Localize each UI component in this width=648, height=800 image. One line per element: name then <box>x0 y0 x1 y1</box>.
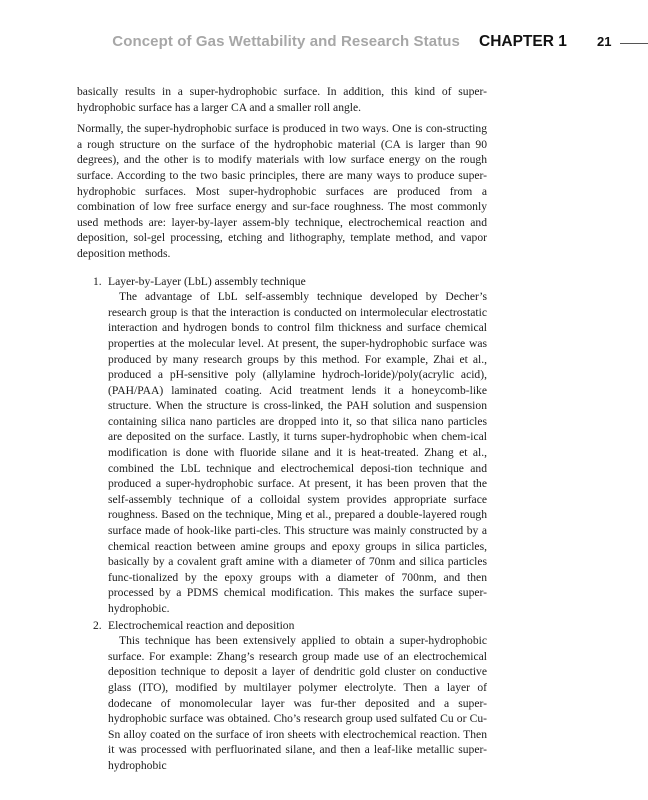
list-item-number: 1. <box>93 274 102 288</box>
header-rule <box>620 43 648 44</box>
list-item-number: 2. <box>93 618 102 632</box>
body-text <box>77 84 487 775</box>
list-item-heading: Layer-by-Layer (LbL) assembly technique <box>108 274 306 288</box>
paragraph: basically results in a super-hydrophobic surface. In addition, this kind of super-hydrophobic surface has a larger CA and a smaller roll angle. <box>77 85 487 114</box>
running-title: Concept of Gas Wettability and Research Status <box>112 33 460 50</box>
page-header <box>0 33 648 53</box>
list-item-text: The advantage of LbL self-assembly technique developed by Decher’s research group is that the interaction is conducted on intermolecular electrostatic interaction and hydrogen bonds to control film thickness and surface chemical properties at the molecular level. At present, the super-hydrophobic surface was produced by many research groups by this method. For example, Zhai et al., produced a pH-sensitive poly (allylamine hydroch-loride)/poly(acrylic acid), (PAH/PAA) laminated coating. Acid treatment lends it a honeycomb-like structure. When the structure is cross-linked, the PAH solution and suspension containing silica nano particles are dropped into it, so that silica nano particles are deposited on the surface. Lastly, it turns super-hydrophobic when chem-ical modification is done with fluoride silane and it is heat-treated. Zhang et al., combined the LbL technique and electrochemical deposi-tion technique and produced a super-hydrophobic surface. At present, it has been proven that the self-assembly technique of a colloidal system provides appropriate surface roughness. Based on the technique, Ming et al., prepared a double-layered rough surface made of hook-like parti-cles. This structure was mainly constructed by a chemical reaction between amine groups and epoxy groups in silica particles, basically by a covalent graft amine with a diameter of 70nm and silica particles func-tionalized by the epoxy groups with a diameter of 700nm, and then processed by a PDMS chemical modification. This makes the surface super-hydrophobic. <box>108 290 487 615</box>
page-number: 21 <box>597 34 612 49</box>
methods-list <box>77 274 487 774</box>
chapter-label: CHAPTER 1 <box>479 33 567 50</box>
paragraph: Normally, the super-hydrophobic surface is produced in two ways. One is con-structing a rough structure on the surface of the hydrophobic material (CA is larger than 90 degrees), and the other is to modify materials with low surface energy on the rough surface. According to the two basic principles, there are many ways to produce super-hydrophobic surfaces. Most super-hydrophobic surfaces are produced from a combination of low free surface energy and sur-face roughness. The most commonly used methods are: layer-by-layer assem-bly technique, electrochemical reaction and deposition, sol-gel processing, etching and lithography, template method, and vapor deposition methods. <box>77 122 487 260</box>
list-item <box>77 618 487 774</box>
list-item <box>77 274 487 617</box>
list-item-heading: Electrochemical reaction and deposition <box>108 618 295 632</box>
list-item-text: This technique has been extensively applied to obtain a super-hydrophobic surface. For example: Zhang’s research group made use of an electrochemical deposition technique to deposit a layer of dendritic gold cluster on conductive glass (ITO), modified by multilayer polymer electrolyte. Then a layer of dodecane of monomolecular layer was fur-ther deposited and a super-hydrophobic surface was obtained. Cho’s research group used sulfated Cu or Cu-Sn alloy coated on the surface of iron sheets with electrochemical reaction. Then it was processed with perfluorinated silane, and then a leaf-like metallic super-hydrophobic <box>108 634 487 772</box>
